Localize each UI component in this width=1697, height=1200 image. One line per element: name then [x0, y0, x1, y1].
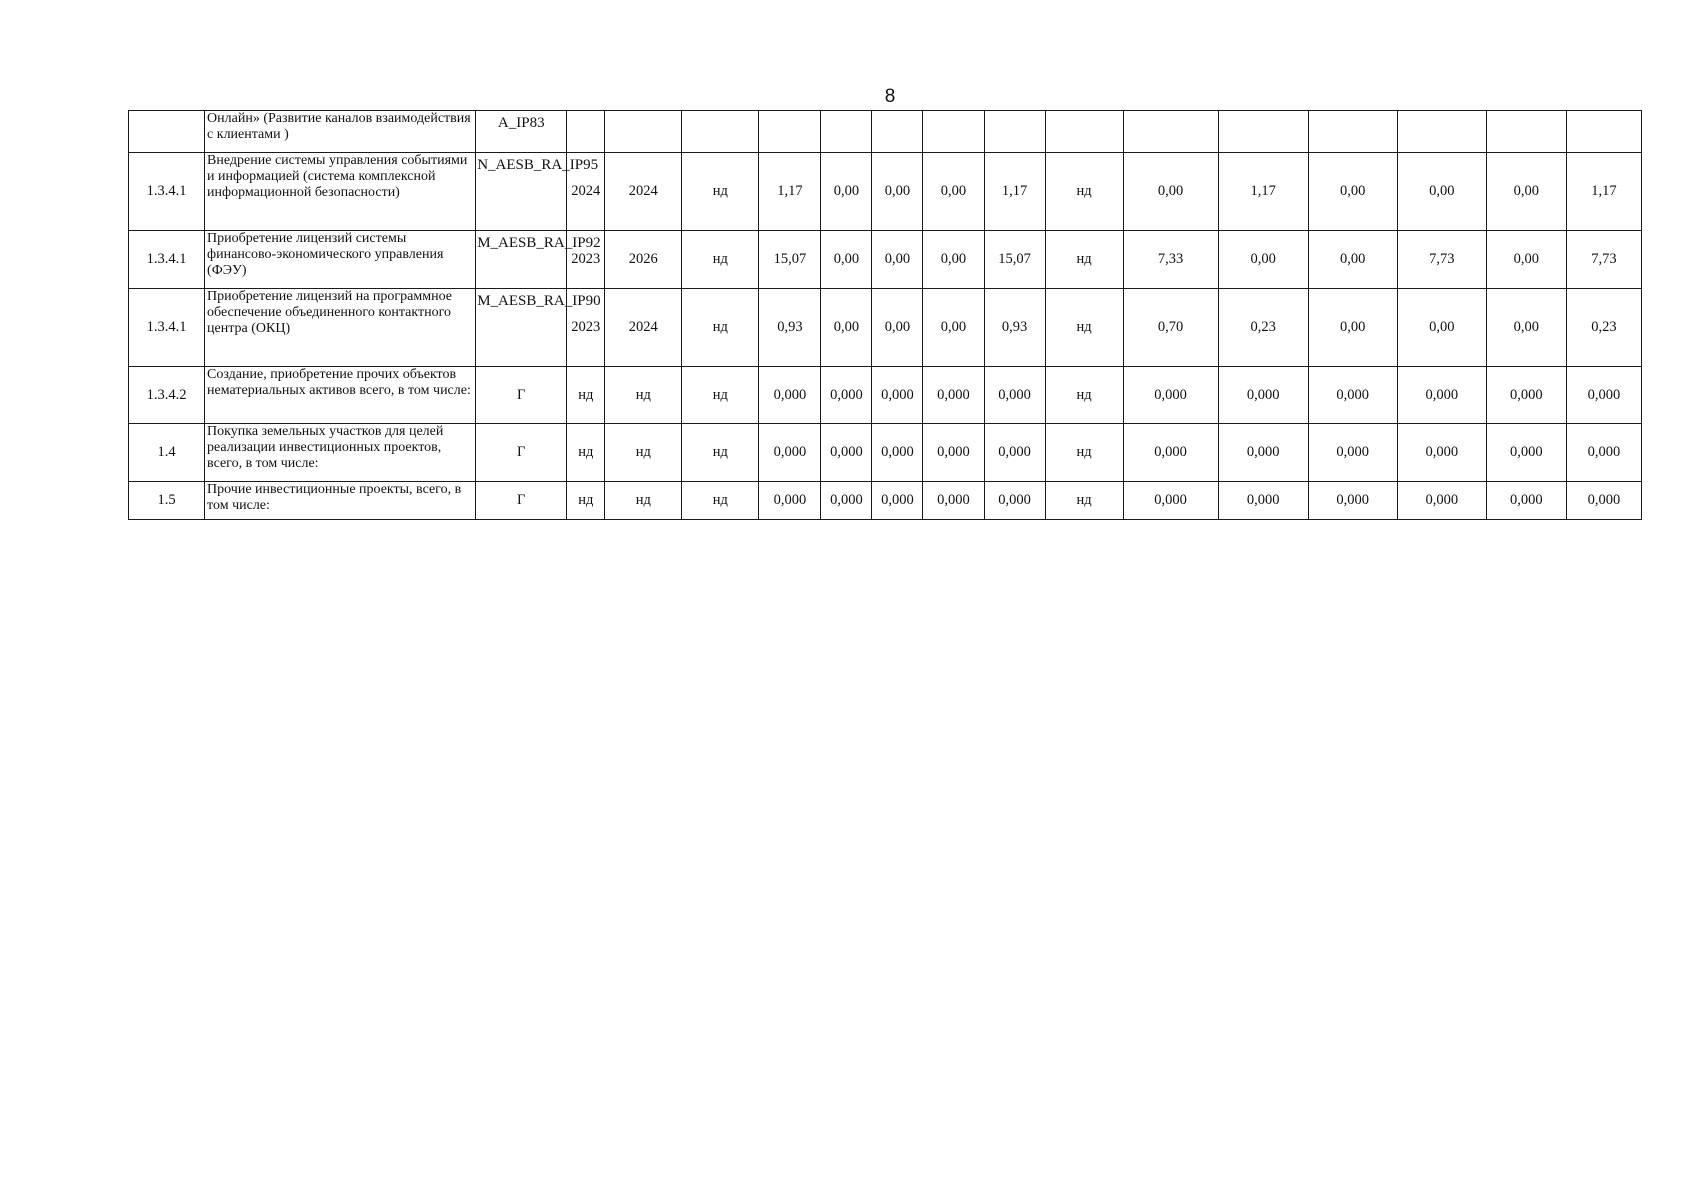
value-cell: 0,70: [1123, 289, 1218, 367]
value-cell: 0,00: [923, 289, 984, 367]
value-cell: 0,23: [1566, 289, 1641, 367]
end-year-cell: нд: [605, 482, 682, 520]
value-cell: 1,17: [759, 153, 821, 231]
start-year-cell: 2023: [567, 231, 605, 289]
value-cell: 0,00: [1397, 153, 1486, 231]
value-cell: 0,000: [872, 367, 923, 424]
value-cell: 0,00: [1123, 153, 1218, 231]
end-year-cell: нд: [605, 424, 682, 482]
row-id-cell: 1.4: [129, 424, 205, 482]
project-name-cell: Приобретение лицензий на программное обеспечение объединенного контактного центра (ОКЦ): [205, 289, 476, 367]
value-cell: 0,000: [984, 424, 1045, 482]
value-cell: 15,07: [984, 231, 1045, 289]
value-cell: [605, 111, 682, 153]
value-cell: 7,73: [1566, 231, 1641, 289]
value-cell: 0,000: [1566, 424, 1641, 482]
value-cell: 0,00: [1397, 289, 1486, 367]
value-cell: 0,00: [1308, 153, 1397, 231]
value-cell: 0,000: [759, 424, 821, 482]
project-code-cell: M_AESB_RA_IP90: [476, 289, 567, 367]
table-row: [129, 367, 1642, 424]
value-cell: 0,000: [1486, 424, 1566, 482]
start-year-cell: 2024: [567, 153, 605, 231]
value-cell: нд: [682, 153, 759, 231]
value-cell: 0,000: [1218, 424, 1308, 482]
value-cell: [1566, 111, 1641, 153]
value-cell: 1,17: [1218, 153, 1308, 231]
value-cell: 0,000: [923, 367, 984, 424]
value-cell: нд: [1045, 153, 1123, 231]
value-cell: [1397, 111, 1486, 153]
project-code-cell: N_AESB_RA_IP95: [476, 153, 567, 231]
value-cell: 0,00: [923, 231, 984, 289]
value-cell: [759, 111, 821, 153]
row-id-cell: 1.5: [129, 482, 205, 520]
project-code-cell: Г: [476, 424, 567, 482]
value-cell: 0,000: [1123, 367, 1218, 424]
table-row: [129, 482, 1642, 520]
value-cell: 0,000: [1397, 367, 1486, 424]
value-cell: 0,000: [1486, 367, 1566, 424]
project-name-cell: Покупка земельных участков для целей реализации инвестиционных проектов, всего, в том числе:: [205, 424, 476, 482]
value-cell: 0,00: [1486, 289, 1566, 367]
value-cell: 0,00: [1218, 231, 1308, 289]
value-cell: нд: [1045, 289, 1123, 367]
value-cell: 0,000: [1218, 482, 1308, 520]
start-year-cell: нд: [567, 482, 605, 520]
value-cell: 0,000: [923, 482, 984, 520]
value-cell: 0,000: [759, 367, 821, 424]
value-cell: 0,000: [984, 482, 1045, 520]
value-cell: 0,00: [1308, 231, 1397, 289]
project-name-cell: Прочие инвестиционные проекты, всего, в том числе:: [205, 482, 476, 520]
end-year-cell: 2024: [605, 153, 682, 231]
value-cell: [923, 111, 984, 153]
value-cell: нд: [1045, 424, 1123, 482]
value-cell: 0,000: [821, 482, 872, 520]
table-row: [129, 289, 1642, 367]
investment-program-table: [128, 110, 1642, 520]
row-id-cell: 1.3.4.1: [129, 153, 205, 231]
table-row: [129, 424, 1642, 482]
project-name-cell: Внедрение системы управления событиями и информацией (система комплексной информационной безопасности): [205, 153, 476, 231]
value-cell: 0,000: [1308, 367, 1397, 424]
value-cell: 0,23: [1218, 289, 1308, 367]
value-cell: [1123, 111, 1218, 153]
project-name-cell: Создание, приобретение прочих объектов нематериальных активов всего, в том числе:: [205, 367, 476, 424]
value-cell: [984, 111, 1045, 153]
page-number: 8: [884, 86, 896, 107]
value-cell: 7,73: [1397, 231, 1486, 289]
value-cell: нд: [682, 367, 759, 424]
value-cell: 0,000: [1566, 367, 1641, 424]
value-cell: 0,000: [872, 424, 923, 482]
project-name-cell: Приобретение лицензий системы финансово-экономического управления (ФЭУ): [205, 231, 476, 289]
value-cell: 0,93: [984, 289, 1045, 367]
value-cell: [872, 111, 923, 153]
value-cell: 0,00: [821, 289, 872, 367]
value-cell: нд: [1045, 482, 1123, 520]
value-cell: [1486, 111, 1566, 153]
value-cell: 0,000: [1566, 482, 1641, 520]
start-year-cell: нд: [567, 367, 605, 424]
value-cell: нд: [1045, 367, 1123, 424]
value-cell: 0,93: [759, 289, 821, 367]
value-cell: 7,33: [1123, 231, 1218, 289]
value-cell: [1045, 111, 1123, 153]
value-cell: 0,000: [1218, 367, 1308, 424]
value-cell: 0,000: [759, 482, 821, 520]
value-cell: 0,000: [1397, 424, 1486, 482]
value-cell: 0,00: [923, 153, 984, 231]
end-year-cell: нд: [605, 367, 682, 424]
value-cell: 0,000: [923, 424, 984, 482]
value-cell: 0,000: [821, 424, 872, 482]
value-cell: нд: [682, 231, 759, 289]
value-cell: 1,17: [1566, 153, 1641, 231]
value-cell: нд: [682, 482, 759, 520]
project-code-cell: Г: [476, 482, 567, 520]
project-code-cell: M_AESB_RA_IP92: [476, 231, 567, 289]
value-cell: [567, 111, 605, 153]
row-id-cell: [129, 111, 205, 153]
end-year-cell: 2024: [605, 289, 682, 367]
end-year-cell: 2026: [605, 231, 682, 289]
value-cell: 0,000: [872, 482, 923, 520]
value-cell: [1218, 111, 1308, 153]
value-cell: 0,00: [821, 153, 872, 231]
value-cell: 0,000: [1123, 424, 1218, 482]
start-year-cell: нд: [567, 424, 605, 482]
row-id-cell: 1.3.4.1: [129, 231, 205, 289]
start-year-cell: 2023: [567, 289, 605, 367]
table-row: [129, 153, 1642, 231]
value-cell: 0,000: [984, 367, 1045, 424]
value-cell: нд: [1045, 231, 1123, 289]
value-cell: [1308, 111, 1397, 153]
value-cell: 0,00: [821, 231, 872, 289]
value-cell: 0,00: [1308, 289, 1397, 367]
value-cell: 0,000: [821, 367, 872, 424]
row-id-cell: 1.3.4.2: [129, 367, 205, 424]
value-cell: 0,000: [1397, 482, 1486, 520]
value-cell: 0,00: [872, 289, 923, 367]
value-cell: 0,00: [872, 153, 923, 231]
value-cell: 0,000: [1486, 482, 1566, 520]
value-cell: 1,17: [984, 153, 1045, 231]
value-cell: 0,000: [1308, 482, 1397, 520]
project-code-cell: A_IP83: [476, 111, 567, 153]
table-row-continuation: [129, 111, 1642, 153]
value-cell: [821, 111, 872, 153]
value-cell: 0,000: [1123, 482, 1218, 520]
project-name-cell: Онлайн» (Развитие каналов взаимодействия с клиентами ): [205, 111, 476, 153]
value-cell: 15,07: [759, 231, 821, 289]
value-cell: [682, 111, 759, 153]
project-code-cell: Г: [476, 367, 567, 424]
table-row: [129, 231, 1642, 289]
value-cell: 0,00: [1486, 153, 1566, 231]
row-id-cell: 1.3.4.1: [129, 289, 205, 367]
value-cell: 0,000: [1308, 424, 1397, 482]
value-cell: нд: [682, 424, 759, 482]
value-cell: 0,00: [872, 231, 923, 289]
value-cell: нд: [682, 289, 759, 367]
value-cell: 0,00: [1486, 231, 1566, 289]
